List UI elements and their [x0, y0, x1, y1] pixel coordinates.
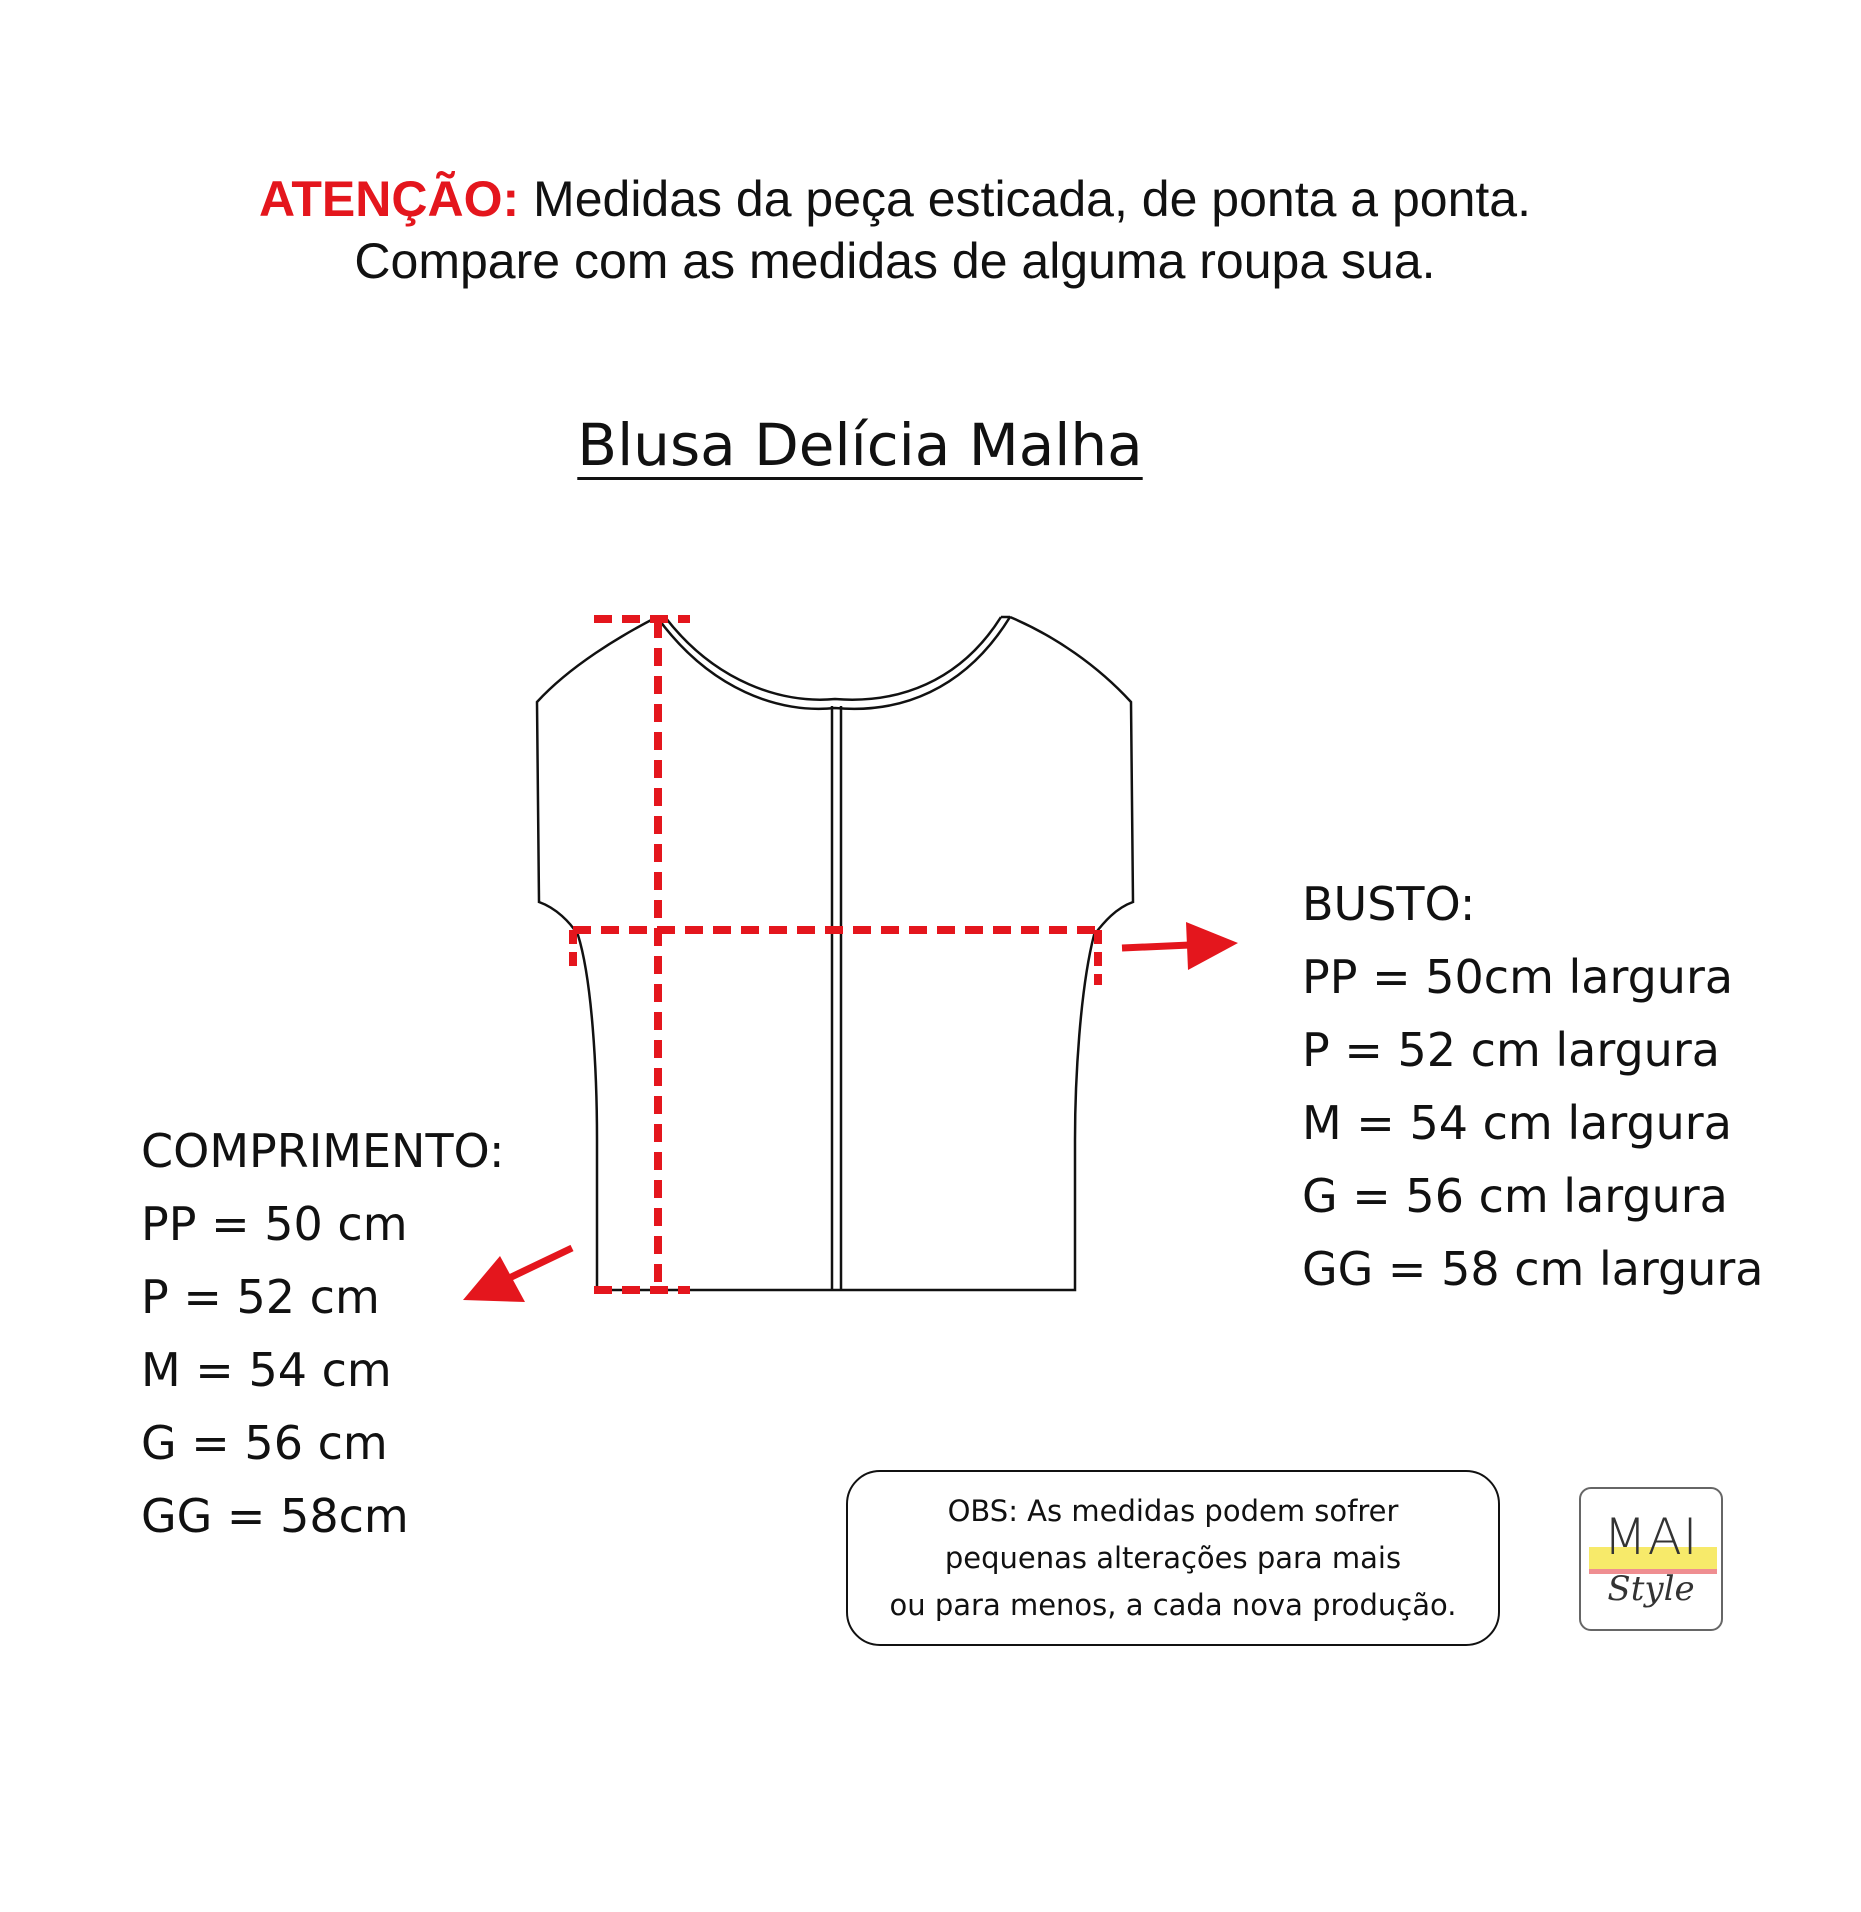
notice-label: ATENÇÃO:: [258, 171, 520, 227]
obs-line-1: OBS: As medidas podem sofrer: [947, 1493, 1399, 1528]
garment-outline: [537, 617, 1133, 1290]
length-size-p: P = 52 cm: [141, 1270, 380, 1324]
product-title: Blusa Delícia Malha: [577, 411, 1143, 479]
logo-subword: Style: [1607, 1569, 1695, 1609]
logo-word: MAI: [1603, 1508, 1699, 1566]
neckline-inner: [665, 617, 1001, 700]
obs-line-2: pequenas alterações para mais: [944, 1540, 1402, 1575]
obs-line-3: ou para menos, a cada nova produção.: [889, 1587, 1457, 1622]
length-size-gg: GG = 58cm: [141, 1489, 409, 1543]
length-size-g: G = 56 cm: [141, 1416, 388, 1470]
length-measurements: [141, 1115, 504, 1553]
notice-text-1: Medidas da peça esticada, de ponta a ponta.: [533, 171, 1531, 227]
bust-size-gg: GG = 58 cm largura: [1302, 1242, 1764, 1296]
bust-size-p: P = 52 cm largura: [1302, 1023, 1720, 1077]
length-size-m: M = 54 cm: [141, 1343, 392, 1397]
bust-size-m: M = 54 cm largura: [1302, 1096, 1732, 1150]
brand-logo: [1579, 1487, 1723, 1631]
length-heading: COMPRIMENTO:: [141, 1124, 505, 1178]
bust-size-g: G = 56 cm largura: [1302, 1169, 1728, 1223]
bust-measurements: [1302, 868, 1763, 1306]
bust-size-pp: PP = 50cm largura: [1302, 950, 1734, 1004]
bust-heading: BUSTO:: [1302, 877, 1476, 931]
length-size-pp: PP = 50 cm: [141, 1197, 408, 1251]
observation-note: [846, 1470, 1500, 1646]
bust-arrow: [1122, 922, 1238, 970]
notice-text-2: Compare com as medidas de alguma roupa sua.: [354, 233, 1436, 289]
